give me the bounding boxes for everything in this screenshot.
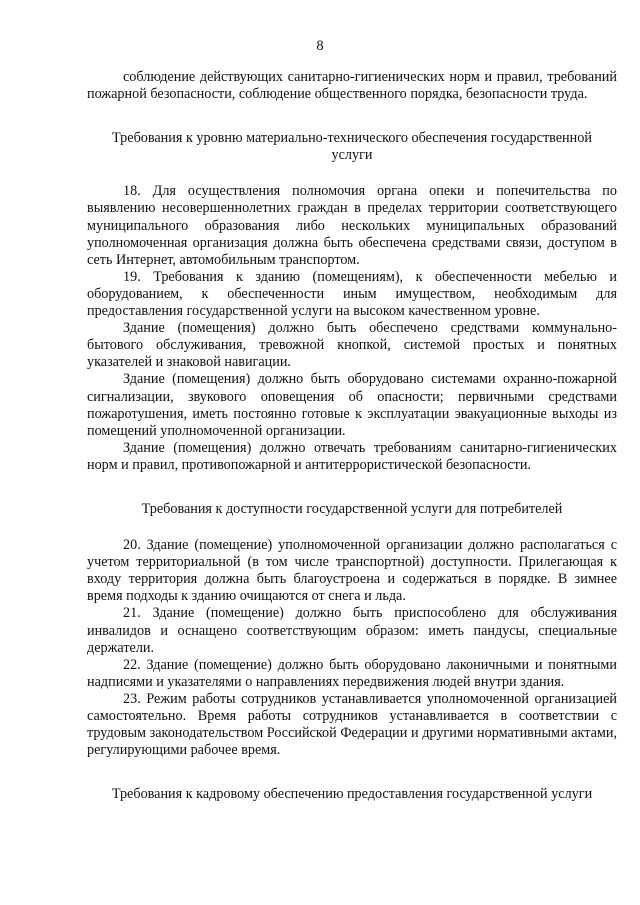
paragraph-item-20: 20. Здание (помещение) уполномоченной организации должно располагаться с учетом территориальной (в том числе транспортной) доступности. Прилегающая к входу территория должна быть благоустроена и содержаться в порядке. В зимнее время подходы к зданию очищаются от снега и льда. <box>87 537 617 605</box>
page-number: 8 <box>316 38 324 54</box>
section-heading-accessibility: Требования к доступности государственной услуги для потребителей <box>141 500 563 517</box>
paragraph-item-21: 21. Здание (помещение) должно быть приспособлено для обслуживания инвалидов и оснащено соответствующим образом: иметь пандусы, специальные держатели. <box>87 605 617 656</box>
paragraph-building-sanitary: Здание (помещения) должно отвечать требованиям санитарно-гигиенических норм и правил, противопожарной и антитеррористической безопасности. <box>87 439 617 473</box>
paragraph-item-18: 18. Для осуществления полномочия органа опеки и попечительства по выявлению несовершеннолетних граждан в пределах территории соответствующего муниципального образования либо нескольких муниципальных образований уполномоченная организация должна быть обеспечена средствами связи, доступом в сеть Интернет, автомобильным транспортом. <box>87 183 617 268</box>
document-body <box>87 69 617 803</box>
paragraph-continuation: соблюдение действующих санитарно-гигиенических норм и правил, требований пожарной безопасности, соблюдение общественного порядка, безопасности труда. <box>87 69 617 103</box>
paragraph-building-fire-safety: Здание (помещения) должно быть оборудовано системами охранно-пожарной сигнализации, звукового оповещения об опасности; первичными средствами пожаротушения, иметь постоянно готовые к эксплуатации эвакуационные выходы из помещений уполномоченной организации. <box>87 371 617 439</box>
section-heading-material-support: Требования к уровню материально-технического обеспечения государственной услуги <box>112 130 592 164</box>
paragraph-item-19: 19. Требования к зданию (помещениям), к обеспеченности мебелью и оборудованием, к обеспеченности иным имуществом, необходимым для предоставления государственной услуги на высоком качественном уровне. <box>87 268 617 320</box>
paragraph-item-22: 22. Здание (помещение) должно быть оборудовано лаконичными и понятными надписями и указателями о направлениях передвижения людей внутри здания. <box>87 656 617 690</box>
paragraph-building-utilities: Здание (помещения) должно быть обеспечено средствами коммунально-бытового обслуживания, тревожной кнопкой, системой простых и понятных указателей и знаковой навигации. <box>87 320 617 371</box>
paragraph-item-23: 23. Режим работы сотрудников устанавливается уполномоченной организацией самостоятельно. Время работы сотрудников устанавливается в соответствии с трудовым законодательством Российской Федерации и другими нормативными актами, регулирующими рабочее время. <box>87 690 617 759</box>
section-heading-staffing: Требования к кадровому обеспечению предоставления государственной услуги <box>111 786 593 803</box>
